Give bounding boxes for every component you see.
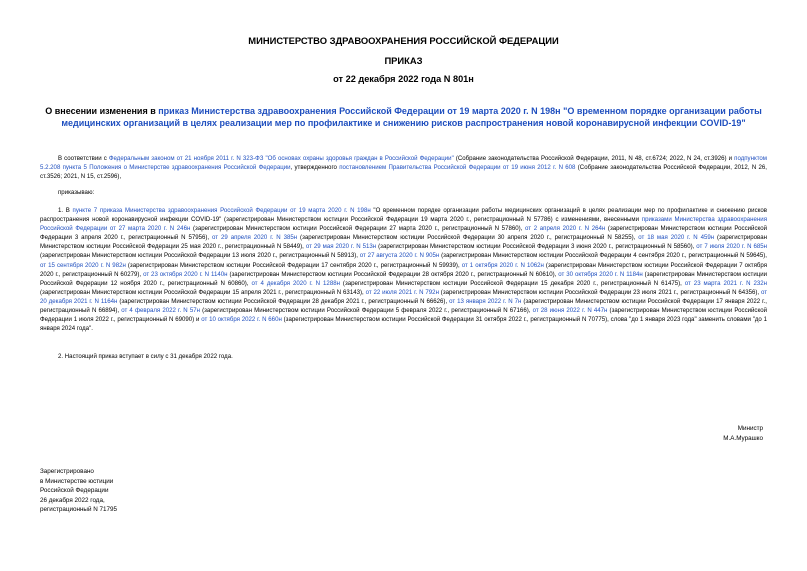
item-link[interactable]: от 2 апреля 2020 г. N 264н	[525, 225, 606, 233]
preamble-link[interactable]: Федеральным законом от 21 ноября 2011 г. N 323-ФЗ "Об основах охраны здоровья граждан в Российской Федерации"	[108, 155, 454, 162]
item-text: (зарегистрирован Министерством юстиции Российской Федерации 13 июля 2020 г., регистрационный N 58913),	[40, 252, 360, 260]
item-link[interactable]: от 20 декабря 2021 г. N 1164н	[40, 288, 767, 305]
preamble-text: (Собрание законодательства Российской Федерации, 2012, N 26, ст.3526; 2021, N 15, ст.2596),	[40, 164, 767, 181]
item-text: (зарегистрирован Министерством юстиции Российской Федерации 17 сентября 2020 г., регистрационный N 59939),	[125, 261, 462, 269]
item-text: (зарегистрирован Министерством юстиции Российской Федерации 17 января 2022 г., регистрационный N 66894),	[40, 297, 767, 315]
item-text: 1. В	[58, 207, 73, 214]
item-link[interactable]: от 23 марта 2021 г. N 232н	[684, 279, 767, 287]
registration-line: в Министерстве юстиции	[40, 477, 114, 485]
preamble-link[interactable]: подпунктом 5.2.208 пункта 5 Положения о Министерстве здравоохранения Российской Федерации	[40, 155, 767, 172]
ministry-heading: МИНИСТЕРСТВО ЗДРАВООХРАНЕНИЯ РОССИЙСКОЙ ФЕДЕРАЦИИ	[248, 35, 559, 46]
document-title	[40, 105, 767, 129]
item-link[interactable]: от 1 октября 2020 г. N 1062н	[461, 261, 544, 269]
item-link[interactable]: от 29 мая 2020 г. N 513н	[305, 243, 377, 251]
item-text: (зарегистрирован Министерством юстиции Российской Федерации 3 апреля 2020 г., регистрационный N 57956),	[40, 225, 768, 242]
registration-line: 26 декабря 2022 года,	[40, 496, 105, 504]
item-text: (зарегистрирован Министерством юстиции Российской Федерации 7 октября 2020 г., регистрационный N 60279),	[40, 261, 768, 278]
item-text: (зарегистрирован Министерством юстиции Российской Федерации 5 февраля 2022 г., регистрационный N 67166),	[199, 307, 533, 315]
item-text: (зарегистрирован Министерством юстиции Российской Федерации 4 сентября 2020 г., регистрационный N 59645),	[439, 252, 767, 260]
preamble-link[interactable]: постановлением Правительства Российской Федерации от 19 июня 2012 г. N 608	[339, 164, 576, 172]
registration-block	[40, 467, 117, 515]
item-link[interactable]: от 10 октября 2022 г. N 660н	[201, 316, 282, 324]
preamble-paragraph	[40, 154, 767, 181]
item-text: (зарегистрирован Министерством юстиции Российской Федерации 12 ноября 2020 г., регистрационный N 60860),	[40, 270, 768, 287]
preamble-text: , утвержденного	[290, 164, 340, 172]
item-text: (зарегистрирован Министерством юстиции Российской Федерации 23 июля 2021 г., регистрационный N 64356),	[438, 288, 761, 296]
order-word: приказываю:	[58, 189, 95, 196]
item-link[interactable]: от 4 декабря 2020 г. N 1288н	[251, 279, 340, 287]
item-link[interactable]: приказами Министерства здравоохранения Российской Федерации от 27 марта 2020 г. N 246н	[40, 216, 767, 233]
item-link[interactable]: от 22 июля 2021 г. N 792н	[365, 288, 439, 296]
item-text: "О временном порядке организации работы медицинских организаций в целях реализации мер по профилактике и снижению рисков распространения новой коронавирусной инфекции COVID-19" (зарегистрирован Министерством юстиции Российской Федерации 19 марта 2020 г., регистрационный N 57786) с изменениями, внесенными	[40, 207, 767, 224]
date-number-heading: от 22 декабря 2022 года N 801н	[333, 74, 474, 84]
item-1-paragraph	[40, 206, 767, 333]
preamble-text: (Собрание законодательства Российской Федерации, 2011, N 48, ст.6724; 2022, N 24, ст.3926) и	[453, 155, 735, 162]
item-link[interactable]: от 7 июля 2020 г. N 685н	[696, 243, 767, 251]
item-text: (зарегистрирован Министерством юстиции Российской Федерации 25 мая 2020 г., регистрационный N 58449),	[40, 234, 767, 251]
item-text: (зарегистрирован Министерством юстиции Российской Федерации 31 октября 2022 г., регистрационный N 70775), слова "до 1 января 2023 года" заменить словами "до 1 января 2024 года".	[40, 316, 768, 333]
item-text: (зарегистрирован Министерством юстиции Российской Федерации 30 апреля 2020 г., регистрационный N 58255),	[297, 234, 639, 242]
item-link[interactable]: от 4 февраля 2022 г. N 57н	[121, 307, 200, 315]
item-link[interactable]: от 28 июня 2022 г. N 447н	[532, 307, 608, 315]
item-link[interactable]: от 13 января 2022 г. N 7н	[449, 297, 522, 305]
registration-line: регистрационный N 71795	[40, 506, 118, 514]
item-text: (зарегистрирован Министерством юстиции Российской Федерации 28 декабря 2021 г., регистрационный N 66626),	[117, 297, 450, 305]
item-link[interactable]: от 30 октября 2020 г. N 1184н	[558, 270, 643, 278]
item-link[interactable]: от 27 августа 2020 г. N 905н	[359, 252, 440, 260]
item-link[interactable]: от 23 октября 2020 г. N 1140н	[143, 270, 228, 278]
title-link[interactable]: приказ Министерства здравоохранения Российской Федерации от 19 марта 2020 г. N 198н "О временном порядке организации работы медицинских организаций в целях реализации мер по профилактике и снижению рисков распространения новой коронавирусной инфекции COVID-19"	[61, 106, 762, 128]
item-2-paragraph: 2. Настоящий приказ вступает в силу с 31 декабря 2022 года.	[58, 353, 233, 360]
item-link[interactable]: от 29 апреля 2020 г. N 385н	[212, 234, 298, 242]
preamble-text: В соответствии с	[58, 155, 109, 162]
item-text: (зарегистрирован Министерством юстиции Российской Федерации 3 июня 2020 г., регистрационный N 58560),	[376, 243, 697, 251]
signature-position: Министр	[737, 425, 763, 432]
registration-line: Зарегистрировано	[40, 468, 94, 475]
item-text: (зарегистрирован Министерством юстиции Российской Федерации 15 апреля 2021 г., регистрационный N 63143),	[40, 288, 366, 296]
title-prefix: О внесении изменения в	[45, 106, 159, 116]
item-text: (зарегистрирован Министерством юстиции Российской Федерации 1 июля 2022 г., регистрационный N 69090) и	[40, 307, 768, 324]
item-link[interactable]: от 15 сентября 2020 г. N 982н	[40, 261, 126, 269]
item-text: (зарегистрирован Министерством юстиции Российской Федерации 28 октября 2020 г., регистрационный N 60610),	[227, 270, 559, 278]
item-text: (зарегистрирован Министерством юстиции Российской Федерации 27 марта 2020 г., регистрационный N 57860),	[190, 225, 526, 233]
item-text: (зарегистрирован Министерством юстиции Российской Федерации 15 декабря 2020 г., регистрационный N 61475),	[339, 279, 685, 287]
item-link[interactable]: от 18 мая 2020 г. N 459н	[638, 234, 715, 242]
item-link[interactable]: пункте 7 приказа Министерства здравоохранения Российской Федерации от 19 марта 2020 г. N 198н	[72, 207, 371, 214]
registration-line: Российской Федерации	[40, 487, 109, 495]
signature-name: М.А.Мурашко	[723, 435, 763, 442]
doc-type-heading: ПРИКАЗ	[384, 55, 423, 66]
